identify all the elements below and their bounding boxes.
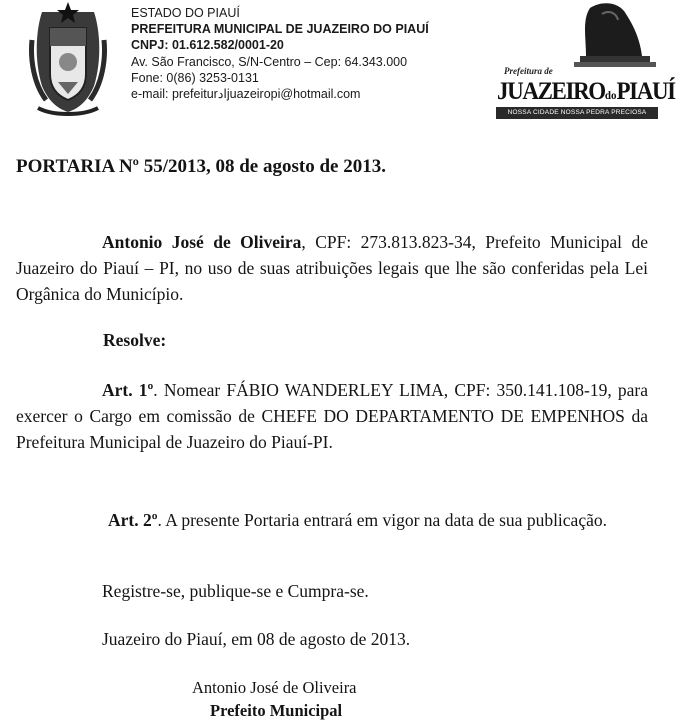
logo-tagline: NOSSA CIDADE NOSSA PEDRA PRECIOSA (496, 107, 658, 119)
intro-text: , CPF: 273.813.823-34, Prefeito Municipal de Juazeiro do Piauí – PI, no uso de suas atribuições legais que lhe são conferidas pela Lei Orgânica do Município. (16, 232, 648, 304)
logo-small-text: Prefeitura de (504, 66, 553, 76)
document-title: PORTARIA Nº 55/2013, 08 de agosto de 2013. (16, 156, 386, 177)
article-2-text: . A presente Portaria entrará em vigor na data de sua publicação. (157, 510, 607, 530)
article-1 (16, 377, 648, 455)
logo-title-end: PIAUÍ (616, 78, 675, 105)
letterhead-email: e-mail: prefeiturادjuazeiropi@hotmail.com (131, 87, 361, 102)
intro-paragraph (16, 229, 648, 307)
article-2 (16, 507, 648, 533)
letterhead-phone: Fone: 0(86) 3253-0131 (131, 70, 259, 85)
letterhead-cnpj: CNPJ: 01.612.582/0001-20 (131, 38, 284, 53)
resolve-heading: Resolve: (103, 330, 167, 350)
logo-title-main: JUAZEIRO (497, 78, 605, 105)
signer-name: Antonio José de Oliveira (192, 678, 357, 697)
coat-of-arms-icon (28, 0, 108, 120)
letterhead-prefecture: PREFEITURA MUNICIPAL DE JUAZEIRO DO PIAUÍ (131, 22, 429, 37)
landmark-rock-icon (494, 0, 662, 70)
place-date: Juazeiro do Piauí, em 08 de agosto de 2013. (102, 629, 411, 649)
logo-title-do: do (604, 88, 617, 102)
letterhead-state: ESTADO DO PIAUÍ (131, 6, 240, 20)
closing-line: Registre-se, publique-se e Cumpra-se. (102, 581, 369, 601)
article-2-label: Art. 2º (108, 510, 158, 530)
intro-name: Antonio José de Oliveira (102, 232, 302, 252)
article-1-label: Art. 1º (102, 380, 154, 400)
letterhead-address: Av. São Francisco, S/N-Centro – Cep: 64.343.000 (131, 54, 408, 69)
municipality-logo (494, 0, 675, 124)
signer-role: Prefeito Municipal (210, 701, 343, 720)
article-1-text: . Nomear FÁBIO WANDERLEY LIMA, CPF: 350.141.108-19, para exercer o Cargo em comissão de CHEFE DO DEPARTAMENTO DE EMPENHOS da Prefeitura Municipal de Juazeiro do Piauí-PI. (16, 380, 648, 452)
logo-title (497, 78, 675, 106)
letterhead (131, 5, 429, 102)
